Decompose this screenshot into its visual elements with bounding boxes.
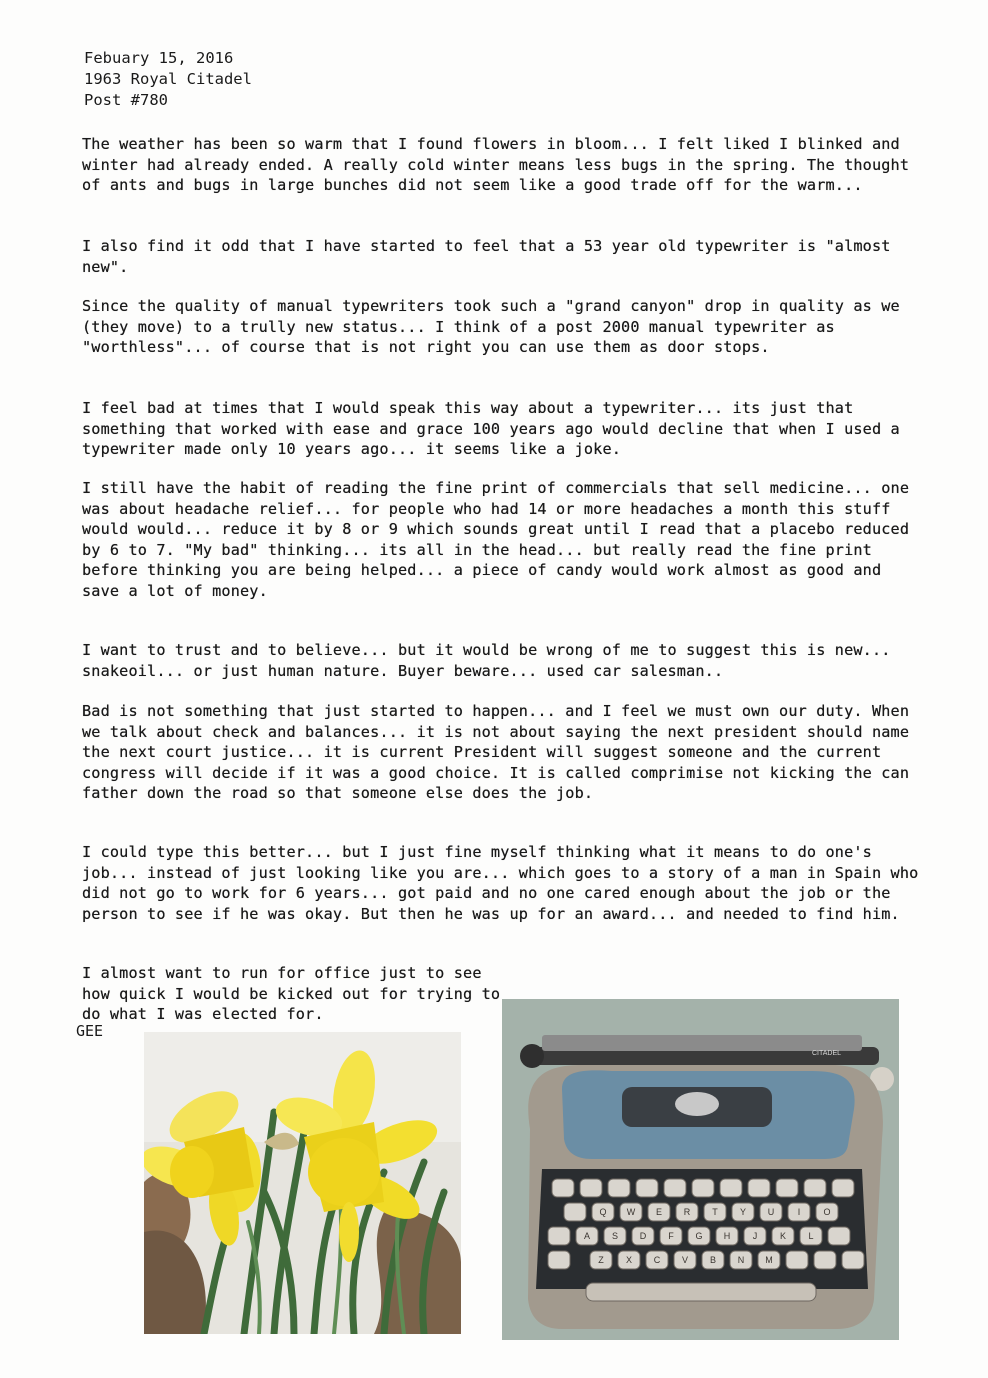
svg-text:G: G xyxy=(695,1231,703,1241)
svg-text:M: M xyxy=(765,1255,773,1265)
typewriter-badge: CITADEL xyxy=(812,1050,842,1057)
svg-text:W: W xyxy=(626,1207,636,1217)
paragraph-duty: Bad is not something that just started to happen... and I feel we must own our duty. When we talk about check and balances... it is not about saying the next president should name the next court justice... it is current President will suggest someone and the current congress will decide if it was a good choice. It is called comprimise not kicking the can father down the road so that someone else does the job. xyxy=(82,702,910,802)
svg-text:A: A xyxy=(583,1231,591,1241)
svg-text:B: B xyxy=(709,1255,717,1265)
paragraph-trust: I want to trust and to believe... but it would be wrong of me to suggest this is new... snakeoil... or just human nature. Buyer beware... used car salesman.. xyxy=(82,641,891,680)
svg-text:Z: Z xyxy=(598,1255,604,1265)
svg-text:C: C xyxy=(653,1255,661,1265)
svg-text:L: L xyxy=(808,1231,814,1241)
svg-text:I: I xyxy=(797,1207,801,1217)
svg-text:X: X xyxy=(625,1255,633,1265)
letter-header xyxy=(84,48,252,111)
paragraph-weather: The weather has been so warm that I found flowers in bloom... I felt liked I blinked and winter had already ended. A really cold winter means less bugs in the spring. The thought of ants and bugs in large bunches did not seem like a good trade off for the warm... xyxy=(82,135,910,194)
post-number: Post #780 xyxy=(84,91,168,109)
paragraph-almost-new: I also find it odd that I have started to feel that a 53 year old typewriter is "almost new". xyxy=(82,237,891,276)
svg-text:O: O xyxy=(823,1207,831,1217)
signature: GEE xyxy=(76,1022,104,1040)
paragraph-job: I could type this better... but I just fine myself thinking what it means to do one's job... instead of just looking like you are... which goes to a story of a man in Spain who did not go to work for 6 years... got paid and no one cared enough about the job or the person to see if he was okay. But then he was up for an award... and needed to find him. xyxy=(82,843,919,923)
typewriter-model: 1963 Royal Citadel xyxy=(84,70,252,88)
svg-text:Y: Y xyxy=(739,1207,747,1217)
svg-text:K: K xyxy=(779,1231,787,1241)
paragraph-fine-print: I still have the habit of reading the fine print of commercials that sell medicine... one was about headache relief... for people who had 14 or more headaches a month this stuff would would... reduce it by 8 or 9 which sounds great until I read that a placebo reduced by 6 to 7. "My bad" thinking... its all in the head... but really read the fine print before thinking you are being helped... a piece of candy would work almost as good and save a lot of money. xyxy=(82,479,910,600)
paragraph-feel-bad: I feel bad at times that I would speak this way about a typewriter... its just that something that worked with ease and grace 100 years ago would decline that when I used a typewriter made only 10 years ago... it seems like a joke. xyxy=(82,399,900,458)
typewriter-photo xyxy=(502,999,899,1340)
daffodil-photo xyxy=(144,1032,461,1334)
paragraph-quality-drop: Since the quality of manual typewriters took such a "grand canyon" drop in quality as we (they move) to a trully new status... I think of a post 2000 manual typewriter as "worthless"... of course that is not right you can use them as door stops. xyxy=(82,297,900,356)
svg-text:E: E xyxy=(655,1207,663,1217)
svg-text:J: J xyxy=(752,1231,758,1241)
svg-text:T: T xyxy=(712,1207,718,1217)
svg-text:F: F xyxy=(668,1231,674,1241)
svg-text:R: R xyxy=(683,1207,691,1217)
letter-date: Febuary 15, 2016 xyxy=(84,49,234,67)
svg-text:V: V xyxy=(681,1255,689,1265)
svg-text:N: N xyxy=(737,1255,745,1265)
svg-text:U: U xyxy=(767,1207,775,1217)
svg-text:S: S xyxy=(611,1231,619,1241)
svg-text:D: D xyxy=(639,1231,647,1241)
svg-text:H: H xyxy=(723,1231,731,1241)
paragraph-office: I almost want to run for office just to see how quick I would be kicked out for trying to do what I was elected for. xyxy=(82,964,501,1023)
svg-text:Q: Q xyxy=(599,1207,607,1217)
